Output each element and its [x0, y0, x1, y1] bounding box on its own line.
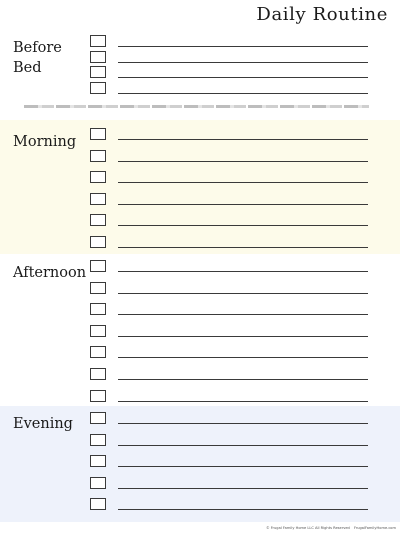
- task-checkbox[interactable]: [90, 66, 106, 78]
- task-write-line[interactable]: [118, 466, 368, 467]
- task-row: [0, 236, 400, 250]
- task-checkbox[interactable]: [90, 51, 106, 63]
- task-write-line[interactable]: [118, 247, 368, 248]
- task-checkbox[interactable]: [90, 236, 106, 248]
- task-row: [0, 66, 400, 80]
- task-write-line[interactable]: [118, 488, 368, 489]
- task-write-line[interactable]: [118, 509, 368, 510]
- task-row: [0, 477, 400, 491]
- task-row: [0, 303, 400, 317]
- task-checkbox[interactable]: [90, 260, 106, 272]
- task-write-line[interactable]: [118, 182, 368, 183]
- task-write-line[interactable]: [118, 379, 368, 380]
- task-write-line[interactable]: [118, 62, 368, 63]
- task-write-line[interactable]: [118, 336, 368, 337]
- task-checkbox[interactable]: [90, 455, 106, 467]
- task-row: [0, 150, 400, 164]
- task-write-line[interactable]: [118, 93, 368, 94]
- section-divider: [24, 105, 369, 108]
- section-label-line: Bed: [13, 60, 42, 76]
- task-checkbox[interactable]: [90, 368, 106, 380]
- task-write-line[interactable]: [118, 314, 368, 315]
- section-before-bed: [0, 34, 400, 96]
- task-write-line[interactable]: [118, 271, 368, 272]
- task-write-line[interactable]: [118, 77, 368, 78]
- task-row: [0, 455, 400, 469]
- footer-copyright: © Frugal Family Home LLC All Rights Reserved: [266, 526, 350, 530]
- task-write-line[interactable]: [118, 161, 368, 162]
- task-write-line[interactable]: [118, 225, 368, 226]
- task-row: [0, 282, 400, 296]
- footer: [266, 526, 396, 530]
- task-checkbox[interactable]: [90, 325, 106, 337]
- task-checkbox[interactable]: [90, 498, 106, 510]
- task-checkbox[interactable]: [90, 193, 106, 205]
- task-row: [0, 412, 400, 426]
- section-label-line: Afternoon: [13, 265, 87, 281]
- page-title: Daily Routine: [256, 4, 388, 25]
- task-row: [0, 193, 400, 207]
- section-label-line: Before: [13, 40, 62, 56]
- section-evening: [0, 406, 400, 522]
- footer-site: FrugalFamilyHome.com: [353, 526, 396, 530]
- task-write-line[interactable]: [118, 46, 368, 47]
- task-write-line[interactable]: [118, 293, 368, 294]
- task-row: [0, 434, 400, 448]
- task-checkbox[interactable]: [90, 171, 106, 183]
- task-checkbox[interactable]: [90, 128, 106, 140]
- task-row: [0, 51, 400, 65]
- task-write-line[interactable]: [118, 357, 368, 358]
- section-label-line: Morning: [13, 134, 77, 150]
- task-write-line[interactable]: [118, 423, 368, 424]
- task-row: [0, 128, 400, 142]
- task-row: [0, 498, 400, 512]
- task-row: [0, 35, 400, 49]
- task-checkbox[interactable]: [90, 214, 106, 226]
- task-row: [0, 325, 400, 339]
- section-label-line: Evening: [13, 416, 73, 432]
- task-row: [0, 171, 400, 185]
- task-checkbox[interactable]: [90, 303, 106, 315]
- task-checkbox[interactable]: [90, 412, 106, 424]
- task-row: [0, 214, 400, 228]
- section-afternoon: [0, 254, 400, 406]
- task-checkbox[interactable]: [90, 434, 106, 446]
- task-checkbox[interactable]: [90, 150, 106, 162]
- task-row: [0, 260, 400, 274]
- task-row: [0, 368, 400, 382]
- task-checkbox[interactable]: [90, 82, 106, 94]
- task-write-line[interactable]: [118, 445, 368, 446]
- task-checkbox[interactable]: [90, 390, 106, 402]
- task-checkbox[interactable]: [90, 282, 106, 294]
- task-row: [0, 346, 400, 360]
- task-row: [0, 82, 400, 96]
- task-checkbox[interactable]: [90, 35, 106, 47]
- section-morning: [0, 120, 400, 254]
- task-checkbox[interactable]: [90, 477, 106, 489]
- task-row: [0, 390, 400, 404]
- task-write-line[interactable]: [118, 139, 368, 140]
- task-checkbox[interactable]: [90, 346, 106, 358]
- task-write-line[interactable]: [118, 401, 368, 402]
- task-write-line[interactable]: [118, 204, 368, 205]
